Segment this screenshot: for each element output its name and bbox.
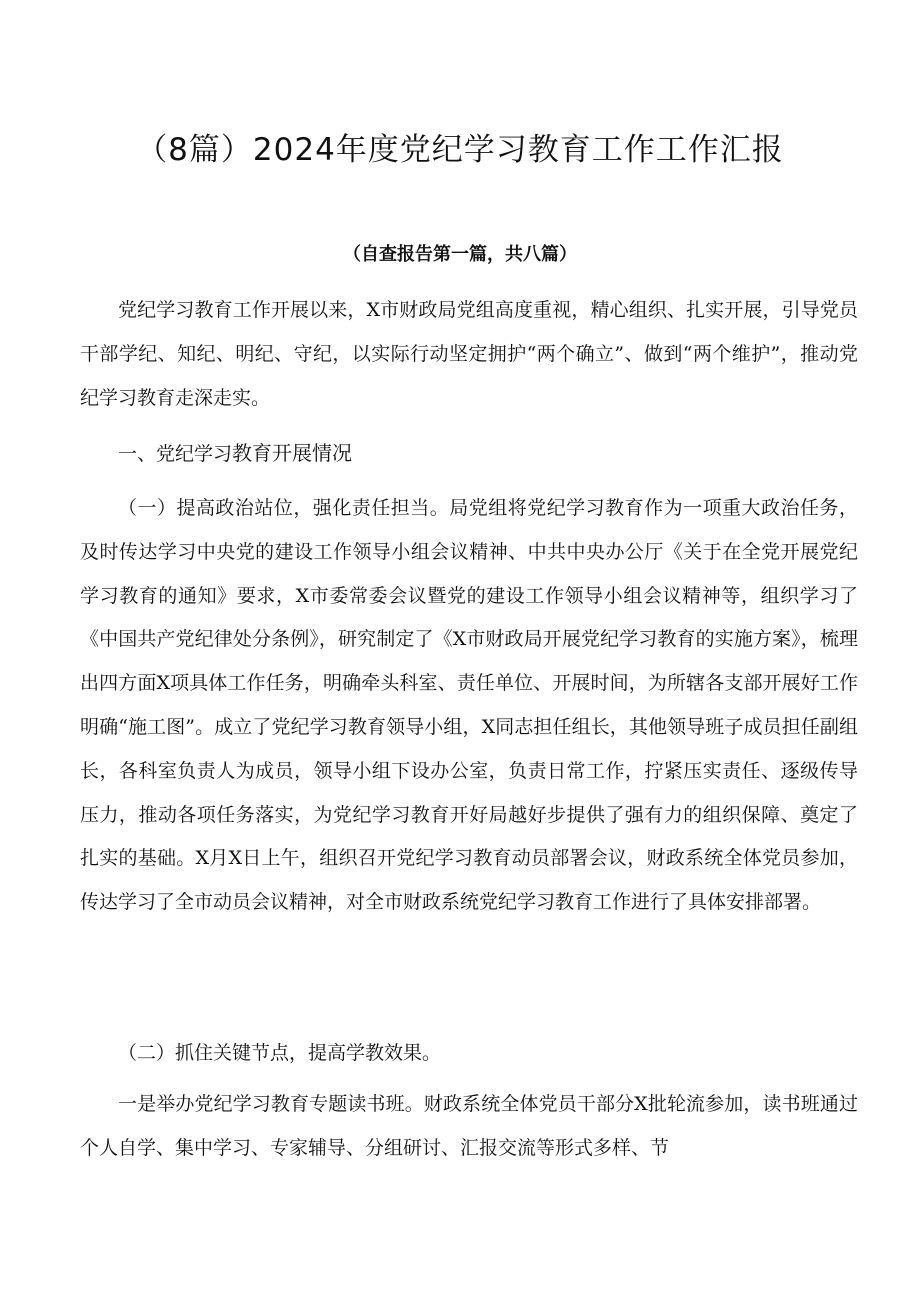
- body-paragraph-3: 一是举办党纪学习教育专题读书班。财政系统全体党员干部分X批轮流参加，读书班通过个人自学、集中学习、专家辅导、分组研讨、汇报交流等形式多样、节: [80, 1093, 858, 1159]
- section-heading-plain: 一、党纪学习: [118, 443, 233, 465]
- section-heading-emphasis: 教育开展情况: [232, 441, 353, 465]
- document-title: （8篇）2024年度党纪学习教育工作工作汇报: [136, 132, 784, 168]
- document-subtitle: （自查报告第一篇，共八篇）: [343, 244, 577, 265]
- subheading-paragraph-2: （二）抓住关键节点，提高学教效果。: [118, 1042, 442, 1064]
- intro-paragraph: 党纪学习教育工作开展以来，X市财政局党组高度重视，精心组织、扎实开展，引导党员干部学纪、知纪、明纪、守纪，以实际行动坚定拥护“两个确立”、做到“两个维护”，推动党纪学习教育走深走实。: [80, 299, 858, 409]
- section-heading: [80, 437, 858, 470]
- body-paragraph-1: （一）提高政治站位，强化责任担当。局党组将党纪学习教育作为一项重大政治任务，及时传达学习中央党的建设工作领导小组会议精神、中共中央办公厅《关于在全党开展党纪学习教育的通知》要求，X市委常委会议暨党的建设工作领导小组会议精神等，组织学习了《中国共产党纪律处分条例》，研究制定了《X市财政局开展党纪学习教育的实施方案》，梳理出四方面X项具体工作任务，明确牵头科室、责任单位、开展时间，为所辖各支部开展好工作明确“施工图”。成立了党纪学习教育领导小组，X同志担任组长，其他领导班子成员担任副组长，各科室负责人为成员，领导小组下设办公室，负责日常工作，拧紧压实责任、逐级传导压力，推动各项任务落实，为党纪学习教育开好局越好步提供了强有力的组织保障、奠定了扎实的基础。X月X日上午，组织召开党纪学习教育动员部署会议，财政系统全体党员参加，传达学习了全市动员会议精神，对全市财政系统党纪学习教育工作进行了具体安排部署。: [80, 497, 858, 914]
